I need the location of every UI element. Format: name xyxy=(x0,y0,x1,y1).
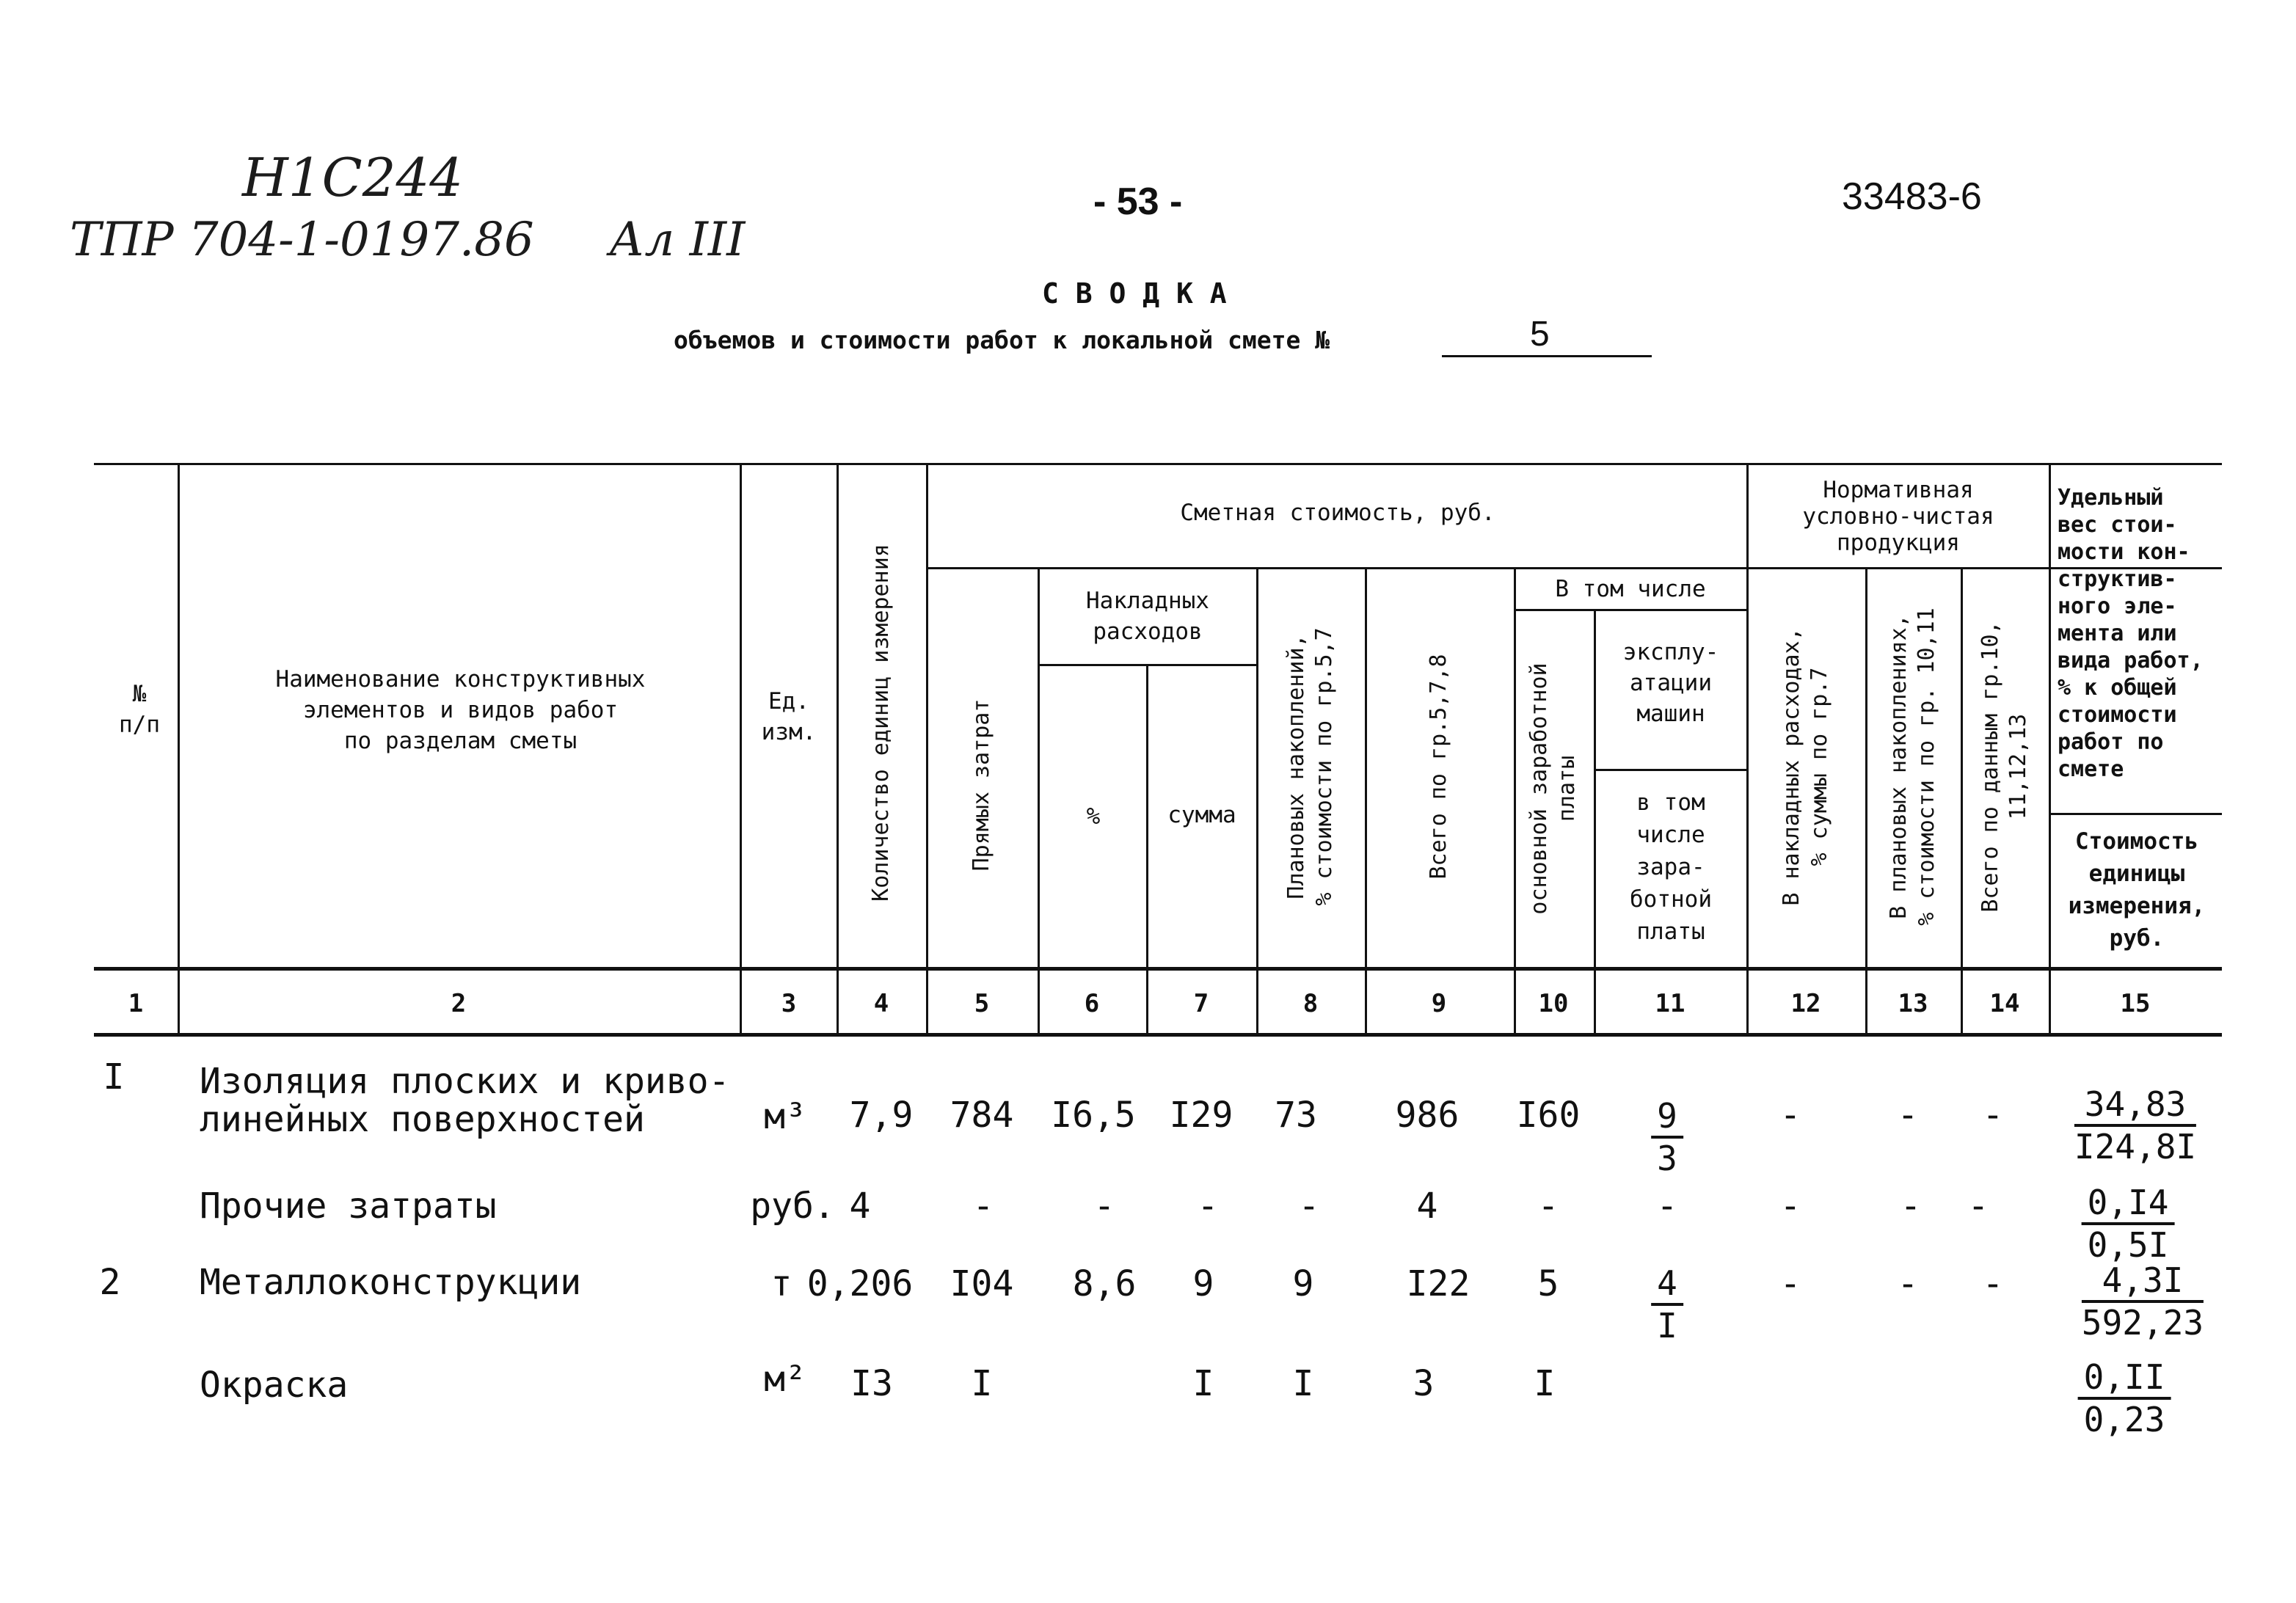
row-norm-overhead: - xyxy=(1779,1263,1801,1304)
col-number: 8 xyxy=(1302,989,1319,1018)
col-divider xyxy=(1746,463,1749,1037)
document-code: 33483-6 xyxy=(1842,175,1982,218)
row-wage: 5 xyxy=(1537,1263,1559,1304)
header-base-wage: основной заработной платы xyxy=(1526,662,1580,915)
col-number: 11 xyxy=(1655,989,1685,1018)
header-overhead-percent: % xyxy=(1086,803,1101,830)
row-weight-cost xyxy=(2078,1357,2171,1439)
row-plan: I xyxy=(1292,1363,1314,1404)
row-machine xyxy=(1651,1263,1683,1345)
rule xyxy=(2049,813,2222,815)
col-divider xyxy=(740,463,742,1037)
row-plan: 73 xyxy=(1275,1095,1317,1136)
col-number: 9 xyxy=(1431,989,1447,1018)
row-total: I22 xyxy=(1406,1263,1470,1304)
header-total: Всего по гр.5,7,8 xyxy=(1426,654,1451,880)
header-unit: Ед. изм. xyxy=(761,688,817,745)
machine-wage-value: I xyxy=(1657,1306,1677,1345)
col-divider xyxy=(1514,567,1516,1037)
row-sum: I29 xyxy=(1169,1095,1233,1136)
row-quantity: 0,206 xyxy=(806,1263,914,1304)
handwritten-ref: ТПР 704-1-0197.86 xyxy=(70,213,534,267)
col-divider xyxy=(1961,567,1963,1037)
unit-cost-value: I24,8I xyxy=(2074,1127,2197,1166)
header-overhead: Накладных расходов xyxy=(1086,588,1209,645)
col-divider xyxy=(2049,463,2051,1037)
col-divider xyxy=(1594,609,1596,1037)
header-quantity: Количество единиц измерения xyxy=(868,544,894,902)
col-divider xyxy=(1256,567,1258,1037)
row-direct: I xyxy=(971,1363,993,1404)
row-unit: м² xyxy=(764,1359,806,1400)
row-sum: 9 xyxy=(1192,1263,1214,1304)
row-wage: - xyxy=(1537,1186,1559,1227)
header-machine-operation: эксплу- атации машин xyxy=(1622,639,1719,727)
table-top-rule xyxy=(94,463,2222,465)
header-unit-cost: Стоимость единицы измерения, руб. xyxy=(2068,828,2206,952)
col-divider xyxy=(926,463,928,1037)
row-norm-plan: - xyxy=(1897,1095,1919,1136)
col-divider xyxy=(1038,567,1040,1037)
col-divider xyxy=(837,463,839,1037)
row-norm-plan: - xyxy=(1900,1186,1922,1227)
row-unit: т xyxy=(770,1263,792,1304)
col-number: 7 xyxy=(1193,989,1209,1018)
row-norm-overhead: - xyxy=(1779,1095,1801,1136)
row-machine xyxy=(1651,1096,1683,1178)
row-direct: 784 xyxy=(950,1095,1014,1136)
unit-cost-value: 0,23 xyxy=(2083,1400,2165,1439)
row-sum: - xyxy=(1197,1186,1219,1227)
row-sum: I xyxy=(1192,1363,1214,1404)
col-number: 2 xyxy=(451,989,467,1018)
header-including: В том числе xyxy=(1555,576,1706,602)
row-machine: - xyxy=(1656,1186,1678,1227)
row-wage: I60 xyxy=(1516,1095,1581,1136)
weight-value: 0,I4 xyxy=(2082,1183,2175,1225)
row-number: 2 xyxy=(99,1262,121,1303)
row-weight-cost xyxy=(2082,1260,2204,1343)
row-norm-total: - xyxy=(1982,1263,2004,1304)
header-weight: Удельный вес стои- мости кон- структив- ного эле- мента или вида работ, % к общей стоимости работ по смете xyxy=(2058,485,2204,782)
header-group-cost: Сметная стоимость, руб. xyxy=(1180,500,1495,526)
machine-wage-value: 3 xyxy=(1657,1139,1677,1178)
row-name: Изоляция плоских и криво- линейных поверхностей xyxy=(200,1061,730,1140)
header-bottom-rule xyxy=(94,967,2222,971)
col-divider xyxy=(178,463,180,1037)
header-norm-total: Всего по данным гр.10, 11,12,13 xyxy=(1978,621,2031,913)
row-direct: I04 xyxy=(950,1263,1014,1304)
row-norm-total: - xyxy=(1982,1095,2004,1136)
header-overhead-sum: сумма xyxy=(1167,802,1236,828)
unit-cost-value: 0,5I xyxy=(2087,1225,2169,1265)
column-numbers-rule xyxy=(94,1033,2222,1037)
unit-cost-value: 592,23 xyxy=(2081,1303,2204,1343)
row-number: I xyxy=(103,1056,125,1098)
row-percent: I6,5 xyxy=(1051,1095,1136,1136)
header-group-norm: Нормативная условно-чистая продукция xyxy=(1802,477,1994,556)
col-number: 14 xyxy=(1989,989,2020,1018)
row-weight-cost xyxy=(2082,1183,2175,1265)
estimate-number: 5 xyxy=(1530,315,1550,354)
col-number: 13 xyxy=(1898,989,1928,1018)
header-plan-savings: Плановых накоплений, % стоимости по гр.5,7 xyxy=(1283,627,1337,906)
col-number: 6 xyxy=(1084,989,1100,1018)
header-direct: Прямых затрат xyxy=(969,698,994,872)
row-direct: - xyxy=(972,1186,994,1227)
col-divider xyxy=(1146,664,1148,1037)
handwritten-album: Ал III xyxy=(609,213,746,267)
col-number: 4 xyxy=(873,989,889,1018)
row-quantity: I3 xyxy=(850,1363,893,1404)
row-plan: - xyxy=(1298,1186,1320,1227)
header-norm-overhead: В накладных расходах, % суммы по гр.7 xyxy=(1779,627,1832,906)
row-quantity: 7,9 xyxy=(849,1095,914,1136)
col-number: 1 xyxy=(128,989,144,1018)
col-number: 10 xyxy=(1538,989,1569,1018)
weight-value: 34,83 xyxy=(2074,1084,2196,1127)
col-divider xyxy=(1365,567,1367,1037)
row-weight-cost xyxy=(2074,1084,2196,1166)
row-total: 3 xyxy=(1413,1363,1435,1404)
weight-value: 4,3I xyxy=(2082,1260,2204,1303)
row-percent: - xyxy=(1093,1186,1115,1227)
row-wage: I xyxy=(1534,1363,1556,1404)
col-divider xyxy=(1865,567,1867,1037)
row-total: 986 xyxy=(1395,1095,1459,1136)
row-unit: руб. xyxy=(750,1186,835,1227)
row-plan: 9 xyxy=(1292,1263,1314,1304)
page-number: - 53 - xyxy=(1093,180,1183,223)
document-subtitle: объемов и стоимости работ к локальной смете № xyxy=(674,326,1330,354)
header-machine-wage: в том числе зара- ботной платы xyxy=(1630,789,1712,945)
row-unit: м³ xyxy=(764,1096,806,1137)
estimate-number-line xyxy=(1442,317,1652,357)
row-percent: 8,6 xyxy=(1072,1263,1137,1304)
col-number: 5 xyxy=(974,989,990,1018)
rule xyxy=(1514,609,1746,611)
col-number: 12 xyxy=(1790,989,1821,1018)
row-quantity: 4 xyxy=(849,1186,871,1227)
handwritten-code: Н1С244 xyxy=(242,147,464,208)
header-no: № п/п xyxy=(119,681,160,738)
rule xyxy=(926,567,2222,569)
weight-value: 0,II xyxy=(2078,1357,2171,1400)
row-name: Прочие затраты xyxy=(200,1186,497,1227)
document-title: С В О Д К А xyxy=(1042,277,1227,310)
header-norm-plan: В плановых накоплениях, % стоимости по гр. 10,11 xyxy=(1886,607,1939,926)
row-total: 4 xyxy=(1416,1186,1438,1227)
col-number: 15 xyxy=(2120,989,2151,1018)
machine-value: 9 xyxy=(1651,1096,1683,1139)
col-number: 3 xyxy=(781,989,797,1018)
row-norm-overhead: - xyxy=(1779,1186,1801,1227)
machine-value: 4 xyxy=(1651,1263,1683,1306)
header-name: Наименование конструктивных элементов и видов работ по разделам сметы xyxy=(275,666,646,754)
row-norm-total: - xyxy=(1967,1186,1989,1227)
row-name: Металлоконструкции xyxy=(200,1262,582,1303)
rule xyxy=(1594,769,1746,771)
row-norm-plan: - xyxy=(1897,1263,1919,1304)
row-name: Окраска xyxy=(200,1365,349,1406)
